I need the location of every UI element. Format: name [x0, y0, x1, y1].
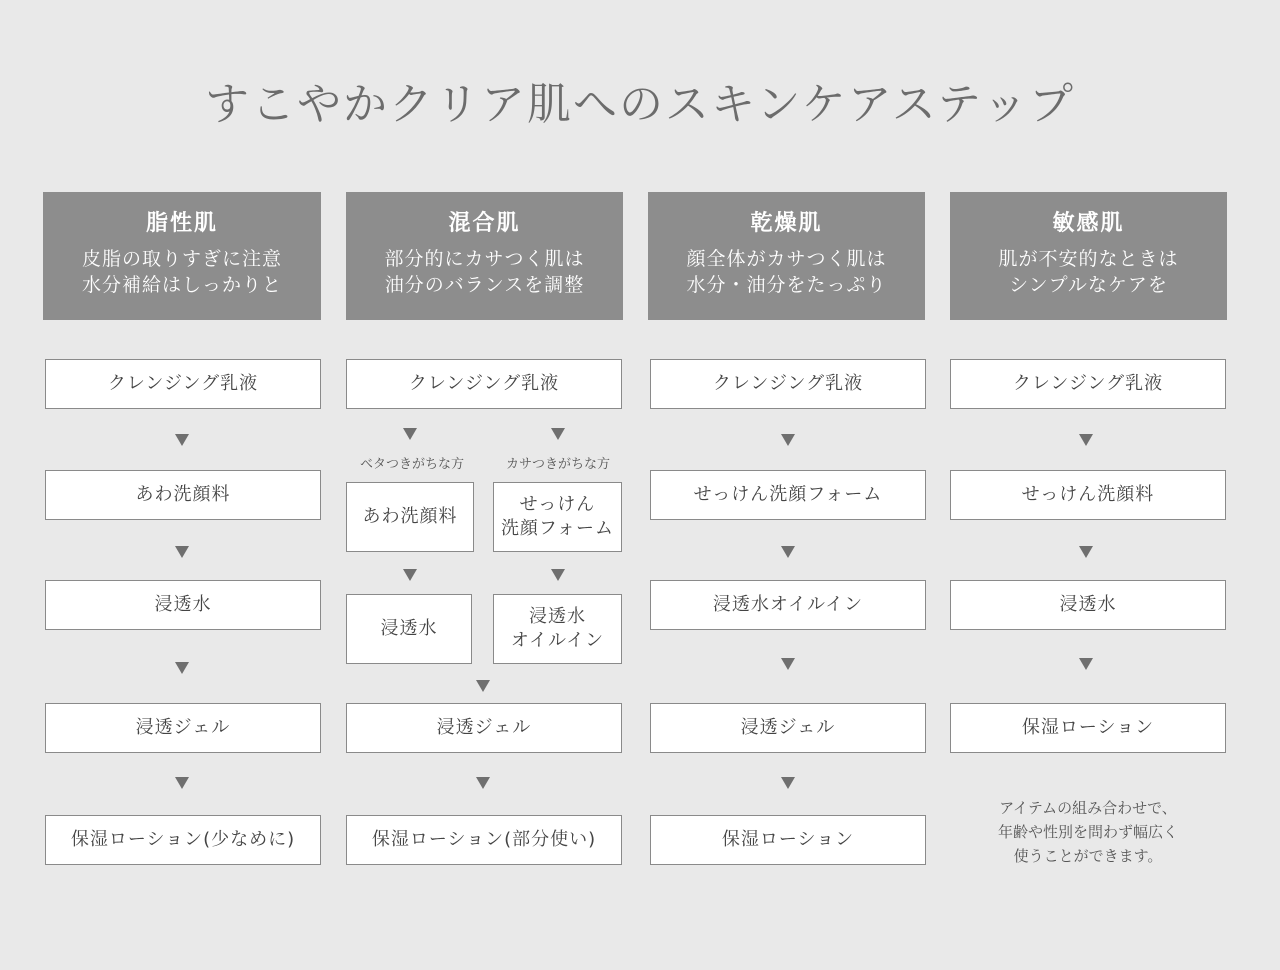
- step-box: 保湿ローション: [650, 815, 926, 865]
- branch-label-oily: ベタつきがちな方: [359, 457, 464, 472]
- down-arrow-icon: [781, 434, 795, 446]
- header-combination-skin: [346, 192, 623, 320]
- note-text: アイテムの組み合わせで、 年齢や性別を問わず幅広く 使うことができます。: [997, 799, 1178, 865]
- down-arrow-icon: [175, 662, 189, 674]
- header-description: 顔全体がカサつく肌は 水分・油分をたっぷり: [686, 248, 887, 296]
- branch-label-dry: カサつきがちな方: [505, 457, 610, 472]
- down-arrow-icon: [476, 777, 490, 789]
- step-box: 浸透水: [346, 594, 472, 664]
- header-title: 脂性肌: [145, 211, 218, 236]
- step-box: 保湿ローション: [950, 703, 1226, 753]
- header-title: 乾燥肌: [750, 211, 823, 236]
- down-arrow-icon: [781, 546, 795, 558]
- down-arrow-icon: [781, 777, 795, 789]
- down-arrow-icon: [476, 680, 490, 692]
- down-arrow-icon: [551, 569, 565, 581]
- down-arrow-icon: [1079, 434, 1093, 446]
- header-description: 皮脂の取りすぎに注意 水分補給はしっかりと: [81, 248, 282, 296]
- step-box: せっけん洗顔料: [950, 470, 1226, 520]
- down-arrow-icon: [551, 428, 565, 440]
- step-box: せっけん 洗顔フォーム: [493, 482, 622, 552]
- header-oily-skin: [43, 192, 321, 320]
- step-box: クレンジング乳液: [346, 359, 622, 409]
- step-box: あわ洗顔料: [45, 470, 321, 520]
- page-title: すこやかクリア肌へのスキンケアステップ: [204, 79, 1076, 130]
- down-arrow-icon: [175, 777, 189, 789]
- step-box: 浸透水: [950, 580, 1226, 630]
- step-box: 浸透水 オイルイン: [493, 594, 622, 664]
- step-box: クレンジング乳液: [650, 359, 926, 409]
- step-box: 浸透ジェル: [45, 703, 321, 753]
- down-arrow-icon: [175, 434, 189, 446]
- step-box: 浸透ジェル: [650, 703, 926, 753]
- step-box: クレンジング乳液: [950, 359, 1226, 409]
- step-box: 浸透水: [45, 580, 321, 630]
- down-arrow-icon: [403, 428, 417, 440]
- down-arrow-icon: [175, 546, 189, 558]
- step-box: クレンジング乳液: [45, 359, 321, 409]
- header-sensitive-skin: [950, 192, 1227, 320]
- step-box: 浸透ジェル: [346, 703, 622, 753]
- header-description: 肌が不安的なときは シンプルなケアを: [998, 248, 1179, 296]
- header-title: 敏感肌: [1052, 211, 1125, 236]
- down-arrow-icon: [1079, 658, 1093, 670]
- step-box: せっけん洗顔フォーム: [650, 470, 926, 520]
- header-description: 部分的にカサつく肌は 油分のバランスを調整: [384, 248, 585, 296]
- header-dry-skin: [648, 192, 925, 320]
- down-arrow-icon: [403, 569, 417, 581]
- step-box: あわ洗顔料: [346, 482, 474, 552]
- step-box: 浸透水オイルイン: [650, 580, 926, 630]
- step-box: 保湿ローション(部分使い): [346, 815, 622, 865]
- header-title: 混合肌: [448, 211, 521, 236]
- down-arrow-icon: [781, 658, 795, 670]
- step-box: 保湿ローション(少なめに): [45, 815, 321, 865]
- down-arrow-icon: [1079, 546, 1093, 558]
